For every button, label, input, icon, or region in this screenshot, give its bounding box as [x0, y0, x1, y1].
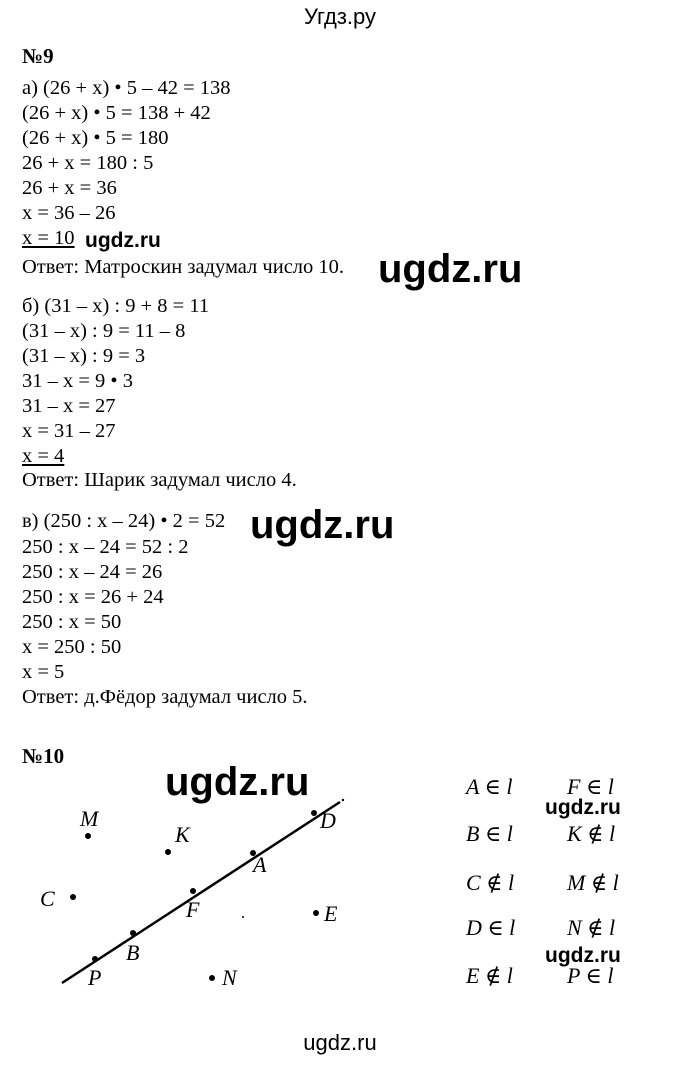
task-9c-line: x = 250 : 50: [22, 636, 122, 658]
task-9c-line: 250 : x = 50: [22, 611, 122, 633]
task-9b-line: (31 – x) : 9 = 11 – 8: [22, 320, 186, 342]
task-10-title: №10: [22, 744, 65, 768]
task-9b-line: x = 31 – 27: [22, 420, 116, 442]
relation-f: F ∈ l: [567, 774, 614, 799]
relation-b: B ∈ l: [466, 821, 513, 846]
point-k: [165, 849, 171, 855]
task-9a-line: 26 + x = 36: [22, 177, 117, 199]
point-label-m: M: [80, 806, 99, 831]
watermark: ugdz.ru: [250, 503, 395, 547]
point-n: [209, 975, 215, 981]
task-9b-result: x = 4: [22, 445, 65, 467]
task-9a-line: (26 + x) • 5 = 180: [22, 127, 169, 149]
point-p: [92, 956, 98, 962]
task-9c-line: x = 5: [22, 661, 65, 683]
point-d: [311, 810, 317, 816]
task-9c-line: 250 : x – 24 = 26: [22, 561, 163, 583]
site-header: Угдз.ру: [303, 4, 377, 29]
task-9b-line: 31 – x = 27: [22, 395, 116, 417]
task-9c-answer: Ответ: д.Фёдор задумал число 5.: [22, 686, 308, 708]
line-l: [62, 802, 340, 983]
point-label-d: D: [320, 808, 336, 833]
point-label-f: F: [186, 897, 200, 922]
point-label-k: K: [175, 822, 190, 847]
watermark: ugdz.ru: [545, 944, 621, 967]
task-9b-line: б) (31 – x) : 9 + 8 = 11: [22, 295, 210, 317]
relation-a: A ∈ l: [466, 774, 513, 799]
relation-n: N ∉ l: [567, 915, 616, 940]
watermark: ugdz.ru: [165, 760, 310, 804]
point-label-a: A: [253, 852, 267, 877]
watermark: ugdz.ru: [85, 229, 161, 252]
task-9a-result: x = 10: [22, 227, 75, 249]
task-9c-line: 250 : x = 26 + 24: [22, 586, 164, 608]
task-9-title: №9: [22, 44, 54, 68]
point-label-e: E: [324, 901, 338, 926]
task-9a-line: а) (26 + x) • 5 – 42 = 138: [22, 77, 231, 99]
watermark: ugdz.ru: [545, 796, 621, 819]
relation-e: E ∉ l: [466, 963, 513, 988]
task-9c-line: 250 : x – 24 = 52 : 2: [22, 536, 189, 558]
task-9b-answer: Ответ: Шарик задумал число 4.: [22, 469, 297, 491]
task-9a-line: x = 36 – 26: [22, 202, 116, 224]
relation-c: C ∉ l: [466, 870, 515, 895]
point-label-b: B: [126, 940, 140, 965]
point-c: [70, 894, 76, 900]
watermark: ugdz.ru: [378, 247, 523, 291]
site-footer: ugdz.ru: [303, 1030, 377, 1055]
point-e: [313, 910, 319, 916]
line-end-dot: [342, 799, 344, 801]
point-f: [190, 888, 196, 894]
task-9c-line: в) (250 : x – 24) • 2 = 52: [22, 510, 226, 532]
relation-k: K ∉ l: [567, 821, 616, 846]
task-9a-line: (26 + x) • 5 = 138 + 42: [22, 102, 211, 124]
point-label-n: N: [222, 965, 237, 990]
point-m: [85, 833, 91, 839]
task-9b-line: (31 – x) : 9 = 3: [22, 345, 146, 367]
relation-d: D ∈ l: [466, 915, 516, 940]
relation-p: P ∈ l: [567, 963, 614, 988]
relation-m: M ∉ l: [567, 870, 619, 895]
point-label-c: C: [40, 886, 55, 911]
task-9a-line: 26 + x = 180 : 5: [22, 152, 154, 174]
point-b: [130, 930, 136, 936]
point-label-p: P: [88, 965, 102, 990]
task-9a-answer: Ответ: Матроскин задумал число 10.: [22, 256, 345, 278]
stray-dot: [242, 916, 244, 918]
task-9b-line: 31 – x = 9 • 3: [22, 370, 133, 392]
